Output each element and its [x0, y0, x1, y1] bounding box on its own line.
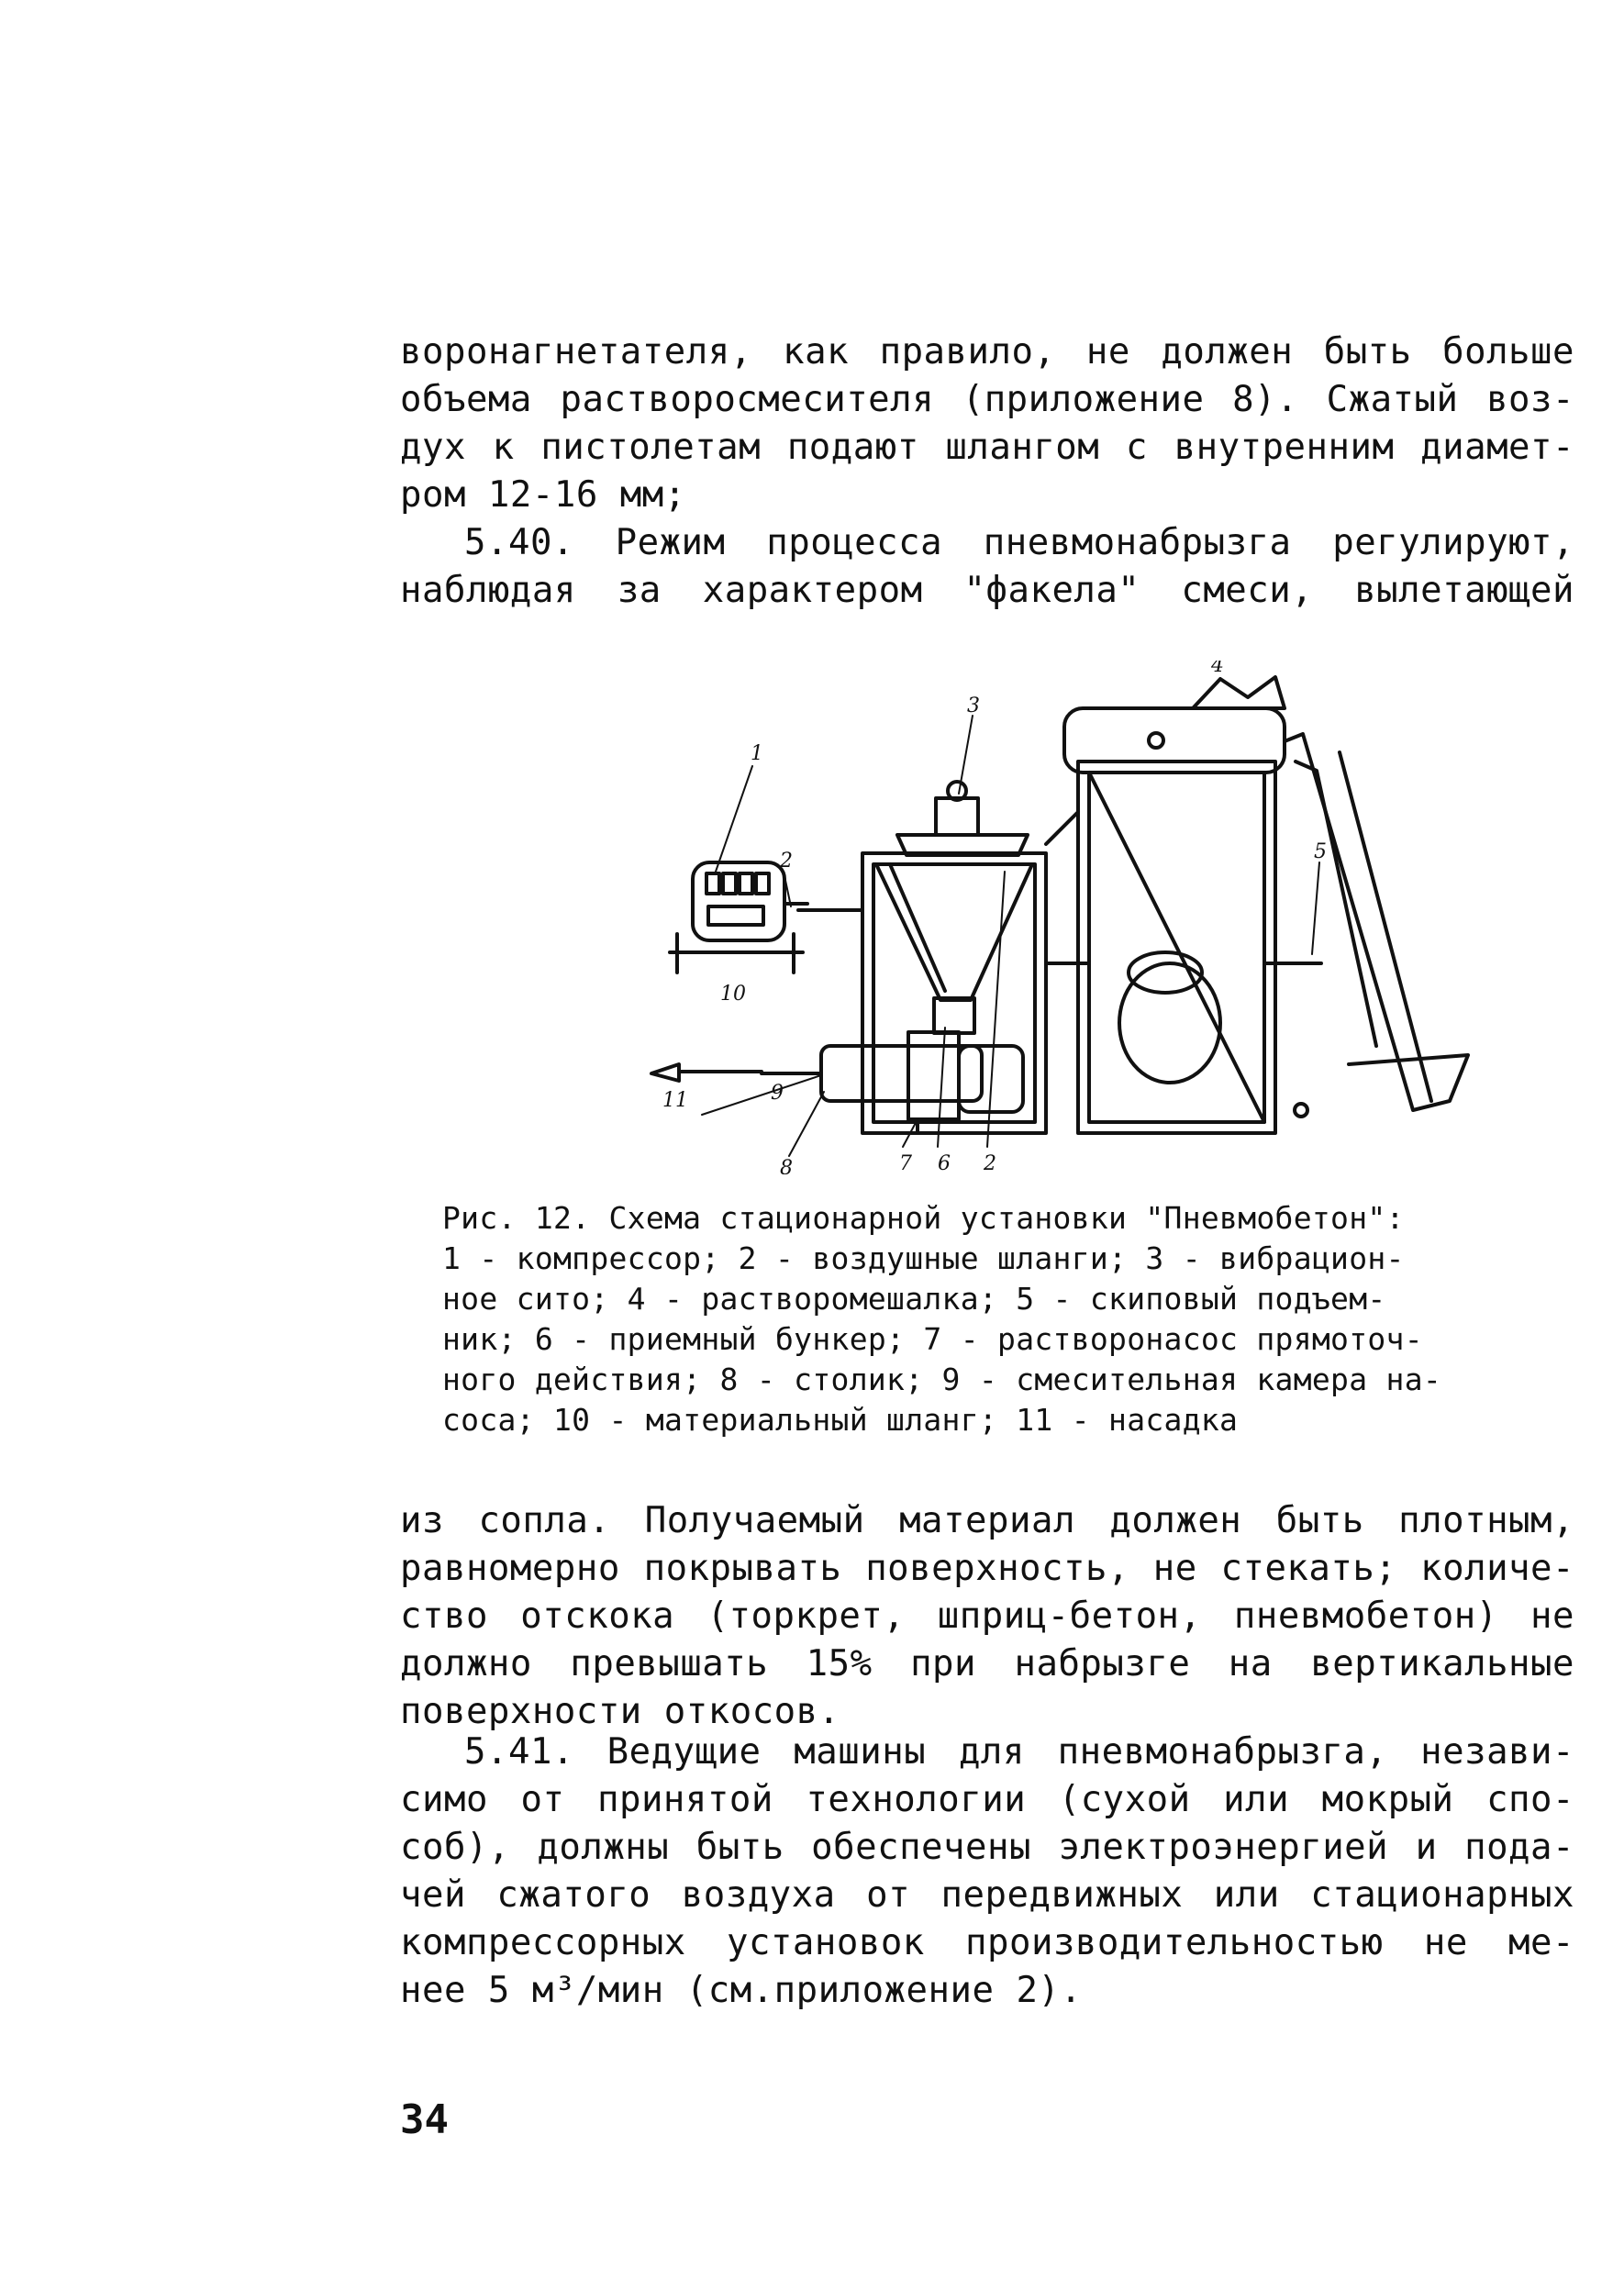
label-2: 2 — [780, 850, 793, 873]
receiving-hopper — [876, 864, 1032, 1033]
text-line: ство отскока (торкрет, шприц-бетон, пневмобетон) не — [400, 1595, 1574, 1637]
skip-hoist — [1285, 734, 1468, 1117]
label-2b: 2 — [984, 1152, 996, 1174]
text-line: компрессорных установок производительностью не ме- — [400, 1922, 1574, 1963]
page-number: 34 — [400, 2096, 449, 2143]
caption-line: 1 - компрессор; 2 - воздушные шланги; 3 - вибрацион- — [442, 1240, 1405, 1276]
caption-line: ного действия; 8 - столик; 9 - смесительная камера на- — [442, 1362, 1442, 1397]
text-line: дух к пистолетам подают шлангом с внутренним диамет- — [400, 427, 1574, 468]
motor — [1119, 952, 1220, 1083]
caption-line: ное сито; 4 - растворомешалка; 5 - скиповый подъем- — [442, 1281, 1386, 1317]
label-3: 3 — [967, 695, 980, 717]
vibrating-sieve — [897, 782, 1028, 855]
label-11: 11 — [662, 1089, 688, 1112]
label-4: 4 — [1211, 661, 1224, 677]
text-line: 5.41. Ведущие машины для пневмонабрызга, незави- — [464, 1731, 1574, 1773]
caption-line: Рис. 12. Схема стационарной установки "Пневмобетон": — [442, 1200, 1405, 1236]
text-line: симо от принятой технологии (сухой или мокрый спо- — [400, 1779, 1574, 1820]
paragraph-bottom — [400, 1497, 1574, 1736]
text-line: чей сжатого воздуха от передвижных или стационарных — [400, 1874, 1574, 1916]
label-5: 5 — [1314, 840, 1327, 863]
caption-line: соса; 10 - материальный шланг; 11 - насадка — [442, 1402, 1239, 1438]
diagram-drawing — [642, 661, 1560, 1174]
text-line: нее 5 м³/мин (см.приложение 2). — [400, 1970, 1083, 2011]
text-line: соб), должны быть обеспечены электроэнергией и пода- — [400, 1827, 1574, 1868]
text-line: должно превышать 15% при набрызге на вертикальные — [400, 1643, 1574, 1684]
paragraph-top — [400, 328, 1574, 615]
text-line: поверхности откосов. — [400, 1691, 840, 1732]
text-line: 5.40. Режим процесса пневмонабрызга регулируют, — [464, 522, 1574, 563]
label-1: 1 — [751, 742, 763, 765]
label-6: 6 — [938, 1152, 951, 1174]
text-line: объема растворосмесителя (приложение 8). Сжатый воз- — [400, 379, 1574, 420]
label-7: 7 — [899, 1152, 912, 1174]
text-line: воронагнетателя, как правило, не должен быть больше — [400, 331, 1574, 372]
label-8: 8 — [780, 1157, 793, 1174]
caption-line: ник; 6 - приемный бункер; 7 - растворонасос прямоточ- — [442, 1321, 1423, 1357]
text-line: наблюдая за характером "факела" смеси, вылетающей — [400, 570, 1574, 611]
label-9: 9 — [771, 1082, 784, 1105]
compressor-drawing — [670, 862, 807, 973]
text-line: равномерно покрывать поверхность, не стекать; количе- — [400, 1548, 1574, 1589]
figure-caption — [442, 1198, 1525, 1440]
text-line: ром 12-16 мм; — [400, 474, 686, 516]
paragraph-section-5-41 — [400, 1729, 1574, 2015]
mixer-frame — [1078, 762, 1275, 1133]
text-line: из сопла. Получаемый материал должен быть плотным, — [400, 1500, 1574, 1541]
label-10: 10 — [720, 983, 746, 1006]
installation-diagram — [642, 661, 1560, 1174]
mortar-pump — [651, 1032, 1023, 1133]
